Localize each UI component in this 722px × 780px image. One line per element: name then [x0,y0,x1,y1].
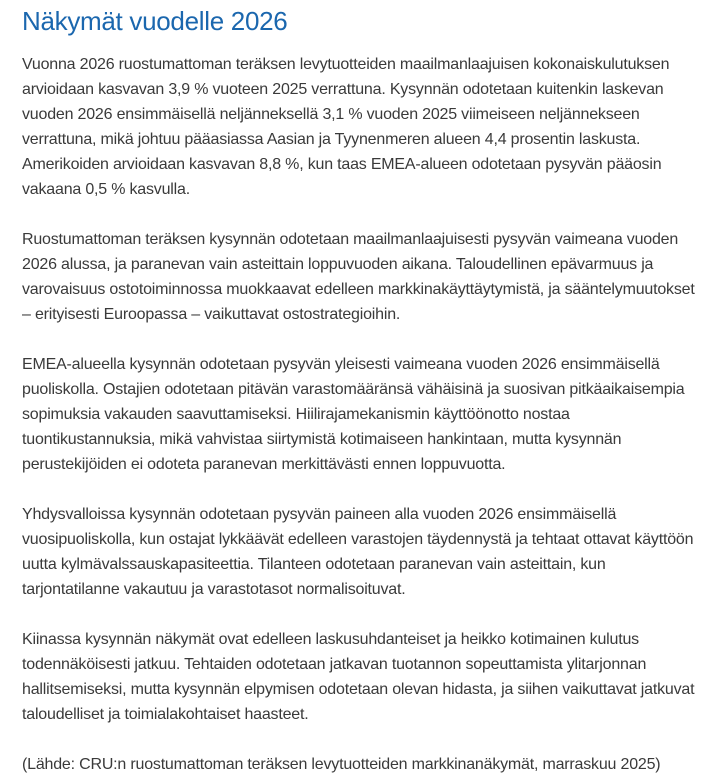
paragraph-china: Kiinassa kysynnän näkymät ovat edelleen laskusuhdanteiset ja heikko kotimainen kulutus todennäköisesti jatkuu. Tehtaiden odotetaan jatkavan tuotannon sopeuttamista ylitarjonnan hallitsemiseksi, mutta kysynnän elpymisen odotetaan olevan hidasta, ja siihen vaikuttavat jatkuvat taloudelliset ja toimialakohtaiset haasteet. [22,631,695,724]
paragraph-emea: EMEA-alueella kysynnän odotetaan pysyvän yleisesti vaimeana vuoden 2026 ensimmäisellä puoliskolla. Ostajien odotetaan pitävän varastomääränsä vähäisinä ja suosivan pitkäaikaisempia sopimuksia vakauden saavuttamiseksi. Hiilirajamekanismin käyttöönotto nostaa tuontikustannuksia, mikä vahvistaa siirtymistä kotimaiseen hankintaan, mutta kysynnän perustekijöiden ei odoteta paranevan merkittävästi ennen loppuvuotta. [22,356,685,474]
paragraph-global-outlook: Vuonna 2026 ruostumattoman teräksen levytuotteiden maailmanlaajuisen kokonaiskulutuksen arvioidaan kasvavan 3,9 % vuoteen 2025 verrattuna. Kysynnän odotetaan kuitenkin laskevan vuoden 2026 ensimmäisellä neljänneksellä 3,1 % vuoden 2025 viimeiseen neljännekseen verrattuna, mikä johtuu pääasiassa Aasian ja Tyynenmeren alueen 4,4 prosentin laskusta. Amerikoiden arvioidaan kasvavan 8,8 %, kun taas EMEA-alueen odotetaan pysyvän pääosin vakaana 0,5 % kasvulla. [22,56,670,199]
page-title: Näkymät vuodelle 2026 [22,6,288,36]
paragraph-global-demand: Ruostumattoman teräksen kysynnän odotetaan maailmanlaajuisesti pysyvän vaimeana vuoden 2026 alussa, ja paranevan vain asteittain loppuvuoden aikana. Taloudellinen epävarmuus ja varovaisuus ostotoiminnossa muokkaavat edelleen markkinakäyttäytymistä, ja sääntelymuutokset – erityisesti Euroopassa – vaikuttavat ostostrategioihin. [22,231,695,324]
paragraph-source: (Lähde: CRU:n ruostumattoman teräksen levytuotteiden markkinanäkymät, marraskuu 2025) [22,756,661,774]
paragraph-usa: Yhdysvalloissa kysynnän odotetaan pysyvän paineen alla vuoden 2026 ensimmäisellä vuosipuoliskolla, kun ostajat lykkäävät edelleen varastojen täydennystä ja tehtaat ottavat käyttöön uutta kylmävalssauskapasiteettia. Tilanteen odotetaan paranevan vain asteittain, kun tarjontatilanne vakautuu ja varastotasot normalisoituvat. [22,506,694,599]
